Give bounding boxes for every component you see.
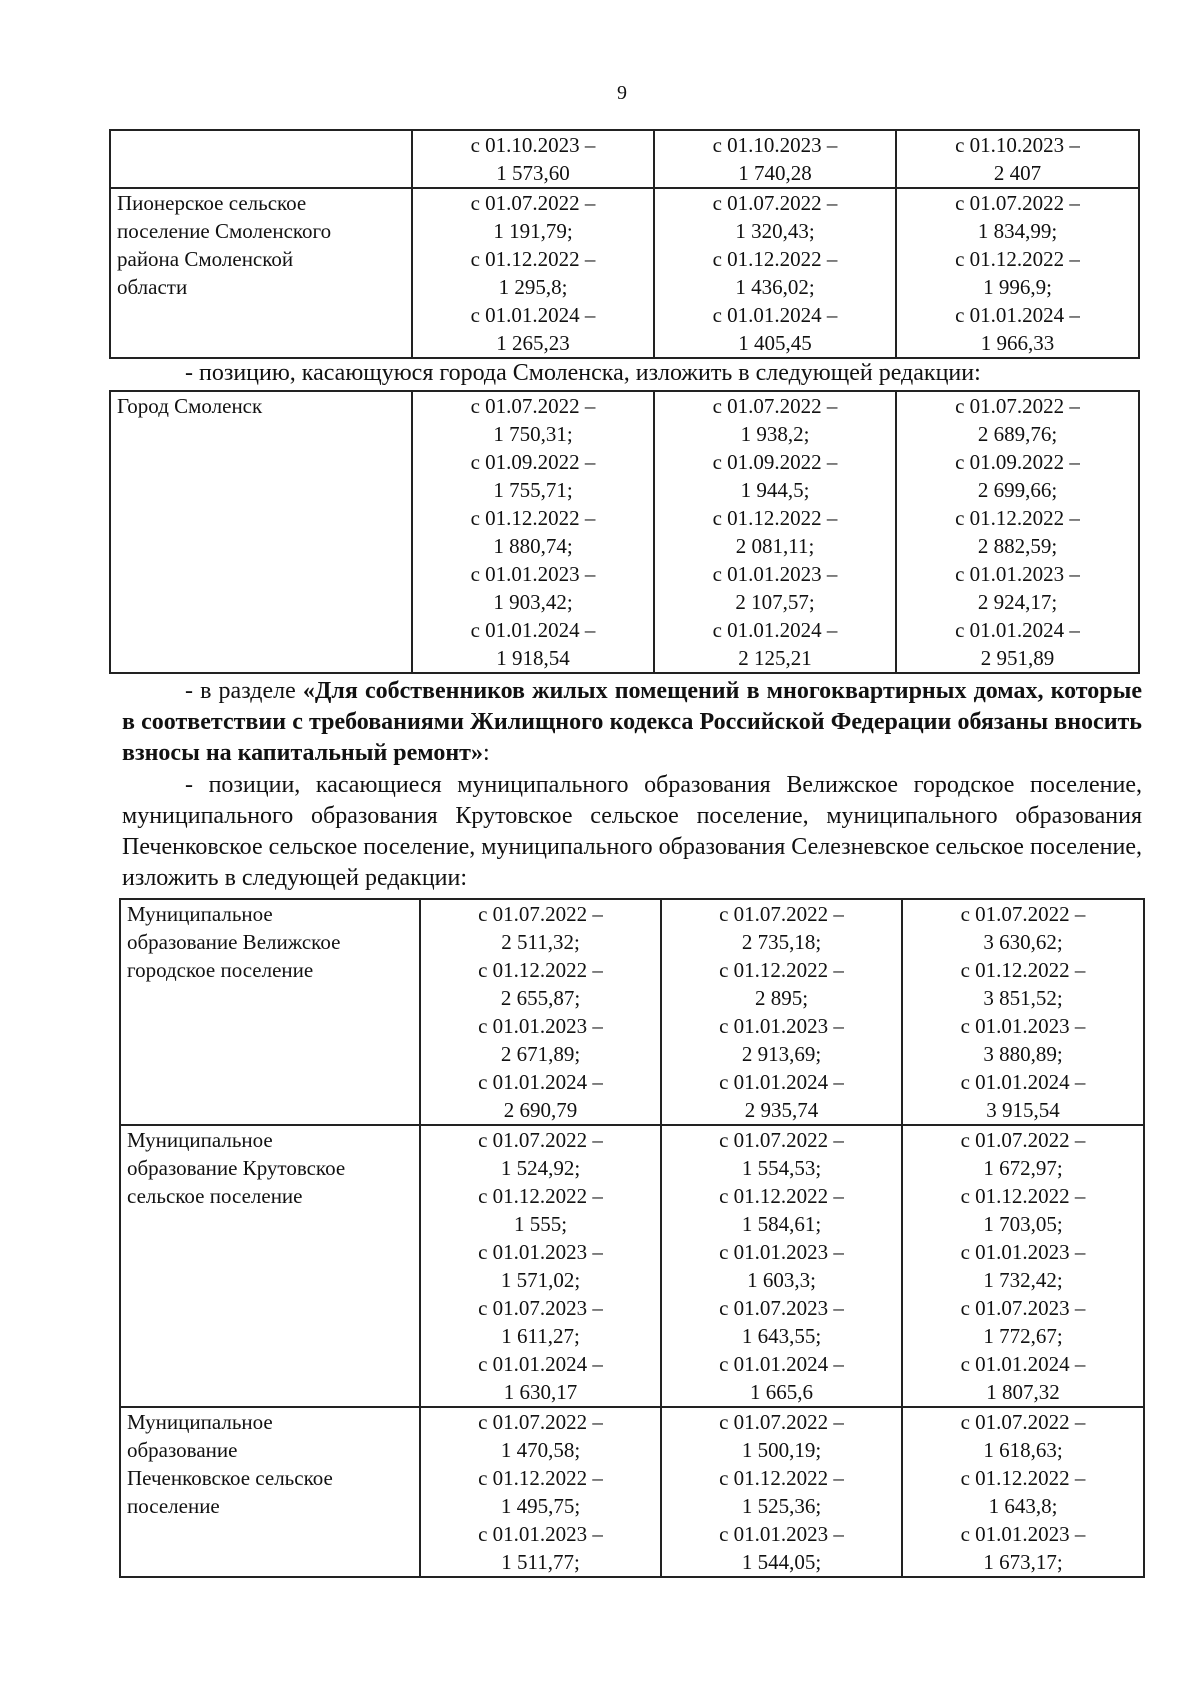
tariff-line: с 01.12.2022 – bbox=[470, 506, 596, 530]
tariff-line: 1 673,17; bbox=[983, 1550, 1063, 1574]
positions-edit-instruction: - позиции, касающиеся муниципального образования Велижское городское поселение, муниципального образования Крутовское сельское поселение, муниципального образования Печенковское сельское поселение, муниципального образования Селезневское сельское поселение, изложить в следующей редакции: bbox=[122, 772, 1142, 891]
municipality-name-line: области bbox=[117, 275, 188, 299]
tariff-table-municipal bbox=[119, 898, 1145, 1578]
section-suffix: : bbox=[482, 740, 490, 766]
tariff-line: с 01.01.2024 – bbox=[712, 303, 838, 327]
tariff-line: с 01.07.2023 – bbox=[960, 1296, 1086, 1320]
tariff-cell-1 bbox=[412, 130, 654, 188]
tariff-line: 1 436,02; bbox=[735, 275, 815, 299]
municipality-name-line: Муниципальное bbox=[127, 1410, 273, 1434]
tariff-line: с 01.12.2022 – bbox=[712, 247, 838, 271]
tariff-line: с 01.01.2023 – bbox=[719, 1014, 844, 1038]
tariff-line: 2 735,18; bbox=[741, 930, 822, 954]
tariff-line: 1 500,19; bbox=[741, 1438, 822, 1462]
tariff-line: 1 495,75; bbox=[500, 1494, 581, 1518]
tariff-line: с 01.07.2022 – bbox=[955, 191, 1080, 215]
tariff-line: с 01.01.2023 – bbox=[719, 1240, 844, 1264]
municipality-name-line: Печенковское сельское bbox=[127, 1466, 333, 1490]
tariff-line: с 01.07.2022 – bbox=[478, 902, 603, 926]
tariff-line: 3 630,62; bbox=[983, 930, 1063, 954]
tariff-line: 2 935,74 bbox=[744, 1098, 819, 1122]
tariff-line: 1 750,31; bbox=[493, 422, 573, 446]
tariff-line: 1 191,79; bbox=[493, 219, 573, 243]
tariff-line: с 01.01.2024 – bbox=[719, 1352, 844, 1376]
tariff-line: с 01.12.2022 – bbox=[960, 958, 1086, 982]
tariff-cell-1 bbox=[420, 899, 661, 1125]
tariff-line: 2 882,59; bbox=[977, 534, 1058, 558]
tariff-line: 1 405,45 bbox=[738, 331, 812, 355]
tariff-line: 2 913,69; bbox=[741, 1042, 822, 1066]
tariff-line: 2 895; bbox=[754, 986, 809, 1010]
tariff-line: с 01.07.2022 – bbox=[960, 902, 1086, 926]
tariff-cell-1 bbox=[412, 391, 654, 673]
tariff-line: с 01.12.2022 – bbox=[719, 958, 844, 982]
tariff-cell-2 bbox=[661, 1407, 902, 1577]
tariff-cell-2 bbox=[654, 188, 896, 358]
tariff-line: с 01.09.2022 – bbox=[955, 450, 1080, 474]
tariff-line: 1 938,2; bbox=[740, 422, 810, 446]
tariff-line: 2 407 bbox=[993, 161, 1042, 185]
tariff-line: с 01.12.2022 – bbox=[478, 958, 603, 982]
tariff-line: с 01.12.2022 – bbox=[955, 247, 1080, 271]
tariff-line: с 01.01.2024 – bbox=[478, 1070, 603, 1094]
tariff-line: с 01.01.2023 – bbox=[960, 1014, 1086, 1038]
tariff-line: с 01.12.2022 – bbox=[719, 1466, 844, 1490]
tariff-line: с 01.01.2024 – bbox=[719, 1070, 844, 1094]
tariff-line: с 01.01.2023 – bbox=[478, 1014, 603, 1038]
tariff-cell-3 bbox=[896, 130, 1139, 188]
tariff-cell-2 bbox=[661, 899, 902, 1125]
tariff-line: 1 630,17 bbox=[503, 1380, 578, 1404]
tariff-line: 1 544,05; bbox=[741, 1550, 822, 1574]
tariff-line: с 01.01.2024 – bbox=[960, 1352, 1086, 1376]
tariff-line: с 01.01.2024 – bbox=[955, 618, 1080, 642]
tariff-line: с 01.07.2022 – bbox=[960, 1128, 1086, 1152]
tariff-line: 2 699,66; bbox=[977, 478, 1058, 502]
page-number: 9 bbox=[617, 82, 627, 104]
tariff-line: 1 996,9; bbox=[983, 275, 1052, 299]
tariff-table-smolensk bbox=[109, 390, 1140, 674]
tariff-line: 2 511,32; bbox=[501, 930, 580, 954]
tariff-line: с 01.12.2022 – bbox=[478, 1184, 603, 1208]
municipality-name-cell bbox=[120, 899, 420, 1125]
tariff-line: с 01.12.2022 – bbox=[712, 506, 838, 530]
tariff-cell-2 bbox=[661, 1125, 902, 1407]
tariff-line: 2 951,89 bbox=[980, 646, 1055, 670]
municipality-name-line: поселение Смоленского bbox=[117, 219, 332, 243]
municipality-name-line: сельское поселение bbox=[127, 1184, 303, 1208]
tariff-cell-1 bbox=[412, 188, 654, 358]
section-prefix: - в разделе bbox=[185, 678, 303, 704]
tariff-table-pionerskoe bbox=[109, 129, 1140, 359]
tariff-line: 1 732,42; bbox=[983, 1268, 1063, 1292]
tariff-line: 1 470,58; bbox=[500, 1438, 581, 1462]
tariff-line: с 01.01.2023 – bbox=[478, 1522, 603, 1546]
tariff-line: с 01.01.2023 – bbox=[478, 1240, 603, 1264]
tariff-line: с 01.01.2024 – bbox=[712, 618, 838, 642]
tariff-line: 2 924,17; bbox=[977, 590, 1058, 614]
tariff-line: 1 584,61; bbox=[741, 1212, 822, 1236]
tariff-line: 1 966,33 bbox=[980, 331, 1055, 355]
municipality-name-cell bbox=[120, 1407, 420, 1577]
tariff-line: с 01.01.2023 – bbox=[960, 1522, 1086, 1546]
tariff-cell-1 bbox=[420, 1125, 661, 1407]
tariff-line: 1 643,55; bbox=[741, 1324, 822, 1348]
table-row bbox=[110, 188, 1139, 358]
tariff-line: с 01.07.2023 – bbox=[478, 1296, 603, 1320]
municipality-name-line: Пионерское сельское bbox=[117, 191, 307, 215]
tariff-line: 2 125,21 bbox=[738, 646, 812, 670]
tariff-line: 1 755,71; bbox=[493, 478, 573, 502]
tariff-line: 1 555; bbox=[513, 1212, 568, 1236]
tariff-line: 1 703,05; bbox=[983, 1212, 1063, 1236]
tariff-cell-1 bbox=[420, 1407, 661, 1577]
tariff-line: с 01.09.2022 – bbox=[470, 450, 596, 474]
table-row bbox=[120, 1125, 1144, 1407]
tariff-line: 1 611,27; bbox=[501, 1324, 580, 1348]
tariff-line: 2 081,11; bbox=[735, 534, 815, 558]
tariff-line: 1 265,23 bbox=[496, 331, 570, 355]
tariff-line: 1 554,53; bbox=[741, 1156, 822, 1180]
tariff-line: с 01.07.2022 – bbox=[719, 1410, 844, 1434]
tariff-line: с 01.09.2022 – bbox=[712, 450, 838, 474]
tariff-cell-2 bbox=[654, 130, 896, 188]
tariff-cell-3 bbox=[902, 1407, 1144, 1577]
tariff-line: 1 524,92; bbox=[500, 1156, 581, 1180]
table-row bbox=[120, 1407, 1144, 1577]
municipality-name-line: образование Крутовское bbox=[127, 1156, 346, 1180]
tariff-line: с 01.07.2023 – bbox=[719, 1296, 844, 1320]
municipality-name-line: района Смоленской bbox=[117, 247, 294, 271]
tariff-line: с 01.12.2022 – bbox=[478, 1466, 603, 1490]
tariff-line: 1 295,8; bbox=[498, 275, 568, 299]
tariff-line: 3 851,52; bbox=[983, 986, 1063, 1010]
table-row bbox=[110, 130, 1139, 188]
tariff-line: 1 672,97; bbox=[983, 1156, 1063, 1180]
municipality-name-cell bbox=[110, 188, 412, 358]
section-paragraph bbox=[122, 676, 1142, 769]
tariff-line: 1 511,77; bbox=[501, 1550, 580, 1574]
tariff-line: с 01.01.2023 – bbox=[470, 562, 596, 586]
municipality-name-line: Город Смоленск bbox=[117, 394, 263, 418]
tariff-line: с 01.07.2022 – bbox=[719, 1128, 844, 1152]
tariff-line: 2 107,57; bbox=[735, 590, 815, 614]
tariff-line: 1 834,99; bbox=[977, 219, 1058, 243]
smolensk-edit-instruction: - позицию, касающуюся города Смоленска, изложить в следующей редакции: bbox=[185, 360, 981, 386]
tariff-line: с 01.12.2022 – bbox=[719, 1184, 844, 1208]
tariff-line: 2 689,76; bbox=[977, 422, 1058, 446]
tariff-line: с 01.10.2023 – bbox=[712, 133, 838, 157]
tariff-line: с 01.12.2022 – bbox=[960, 1466, 1086, 1490]
tariff-line: 1 643,8; bbox=[988, 1494, 1058, 1518]
tariff-line: 1 903,42; bbox=[493, 590, 573, 614]
tariff-line: с 01.12.2022 – bbox=[960, 1184, 1086, 1208]
table-row bbox=[110, 391, 1139, 673]
tariff-line: 1 944,5; bbox=[740, 478, 810, 502]
tariff-line: 1 320,43; bbox=[735, 219, 815, 243]
municipality-name-cell bbox=[110, 130, 412, 188]
tariff-line: с 01.07.2022 – bbox=[960, 1410, 1086, 1434]
tariff-line: с 01.01.2023 – bbox=[712, 562, 838, 586]
tariff-line: 1 807,32 bbox=[986, 1380, 1060, 1404]
tariff-line: 3 880,89; bbox=[983, 1042, 1063, 1066]
tariff-line: с 01.07.2022 – bbox=[470, 394, 596, 418]
tariff-cell-3 bbox=[896, 391, 1139, 673]
tariff-line: 2 671,89; bbox=[500, 1042, 581, 1066]
tariff-line: с 01.07.2022 – bbox=[478, 1410, 603, 1434]
section-title: «Для собственников жилых помещений в многоквартирных домах, которые в соответствии с требованиями Жилищного кодекса Российской Федерации обязаны вносить взносы на капитальный ремонт» bbox=[122, 678, 1142, 766]
tariff-line: с 01.07.2022 – bbox=[955, 394, 1080, 418]
tariff-line: 1 918,54 bbox=[496, 646, 570, 670]
tariff-line: с 01.01.2024 – bbox=[955, 303, 1080, 327]
tariff-line: 1 665,6 bbox=[750, 1380, 813, 1404]
tariff-line: с 01.07.2022 – bbox=[478, 1128, 603, 1152]
tariff-line: 3 915,54 bbox=[986, 1098, 1060, 1122]
tariff-line: с 01.10.2023 – bbox=[955, 133, 1080, 157]
tariff-line: с 01.12.2022 – bbox=[955, 506, 1080, 530]
municipality-name-line: Муниципальное bbox=[127, 1128, 273, 1152]
tariff-line: с 01.01.2023 – bbox=[719, 1522, 844, 1546]
tariff-cell-3 bbox=[902, 1125, 1144, 1407]
municipality-name-line: городское поселение bbox=[127, 958, 314, 982]
tariff-line: с 01.01.2024 – bbox=[960, 1070, 1086, 1094]
tariff-cell-3 bbox=[896, 188, 1139, 358]
tariff-cell-2 bbox=[654, 391, 896, 673]
tariff-line: 1 880,74; bbox=[493, 534, 573, 558]
tariff-line: с 01.01.2024 – bbox=[470, 618, 596, 642]
tariff-line: 2 690,79 bbox=[503, 1098, 578, 1122]
municipality-name-line: образование Велижское bbox=[127, 930, 341, 954]
table-row bbox=[120, 899, 1144, 1125]
tariff-line: 1 525,36; bbox=[741, 1494, 822, 1518]
tariff-line: с 01.07.2022 – bbox=[712, 191, 838, 215]
tariff-line: 1 618,63; bbox=[983, 1438, 1063, 1462]
tariff-line: с 01.01.2023 – bbox=[960, 1240, 1086, 1264]
municipality-name-cell bbox=[110, 391, 412, 673]
tariff-line: с 01.12.2022 – bbox=[470, 247, 596, 271]
tariff-line: 1 603,3; bbox=[747, 1268, 816, 1292]
tariff-line: 1 573,60 bbox=[496, 161, 570, 185]
municipality-name-line: образование bbox=[127, 1438, 238, 1462]
municipality-name-line: Муниципальное bbox=[127, 902, 273, 926]
tariff-line: с 01.07.2022 – bbox=[719, 902, 844, 926]
municipality-name-line: поселение bbox=[127, 1494, 220, 1518]
tariff-line: 2 655,87; bbox=[500, 986, 581, 1010]
tariff-line: с 01.01.2023 – bbox=[955, 562, 1080, 586]
tariff-line: с 01.10.2023 – bbox=[470, 133, 596, 157]
tariff-line: 1 740,28 bbox=[738, 161, 812, 185]
tariff-line: с 01.01.2024 – bbox=[478, 1352, 603, 1376]
tariff-line: с 01.07.2022 – bbox=[470, 191, 596, 215]
tariff-cell-3 bbox=[902, 899, 1144, 1125]
tariff-line: 1 571,02; bbox=[500, 1268, 581, 1292]
tariff-line: 1 772,67; bbox=[983, 1324, 1063, 1348]
tariff-line: с 01.01.2024 – bbox=[470, 303, 596, 327]
tariff-line: с 01.07.2022 – bbox=[712, 394, 838, 418]
municipality-name-cell bbox=[120, 1125, 420, 1407]
